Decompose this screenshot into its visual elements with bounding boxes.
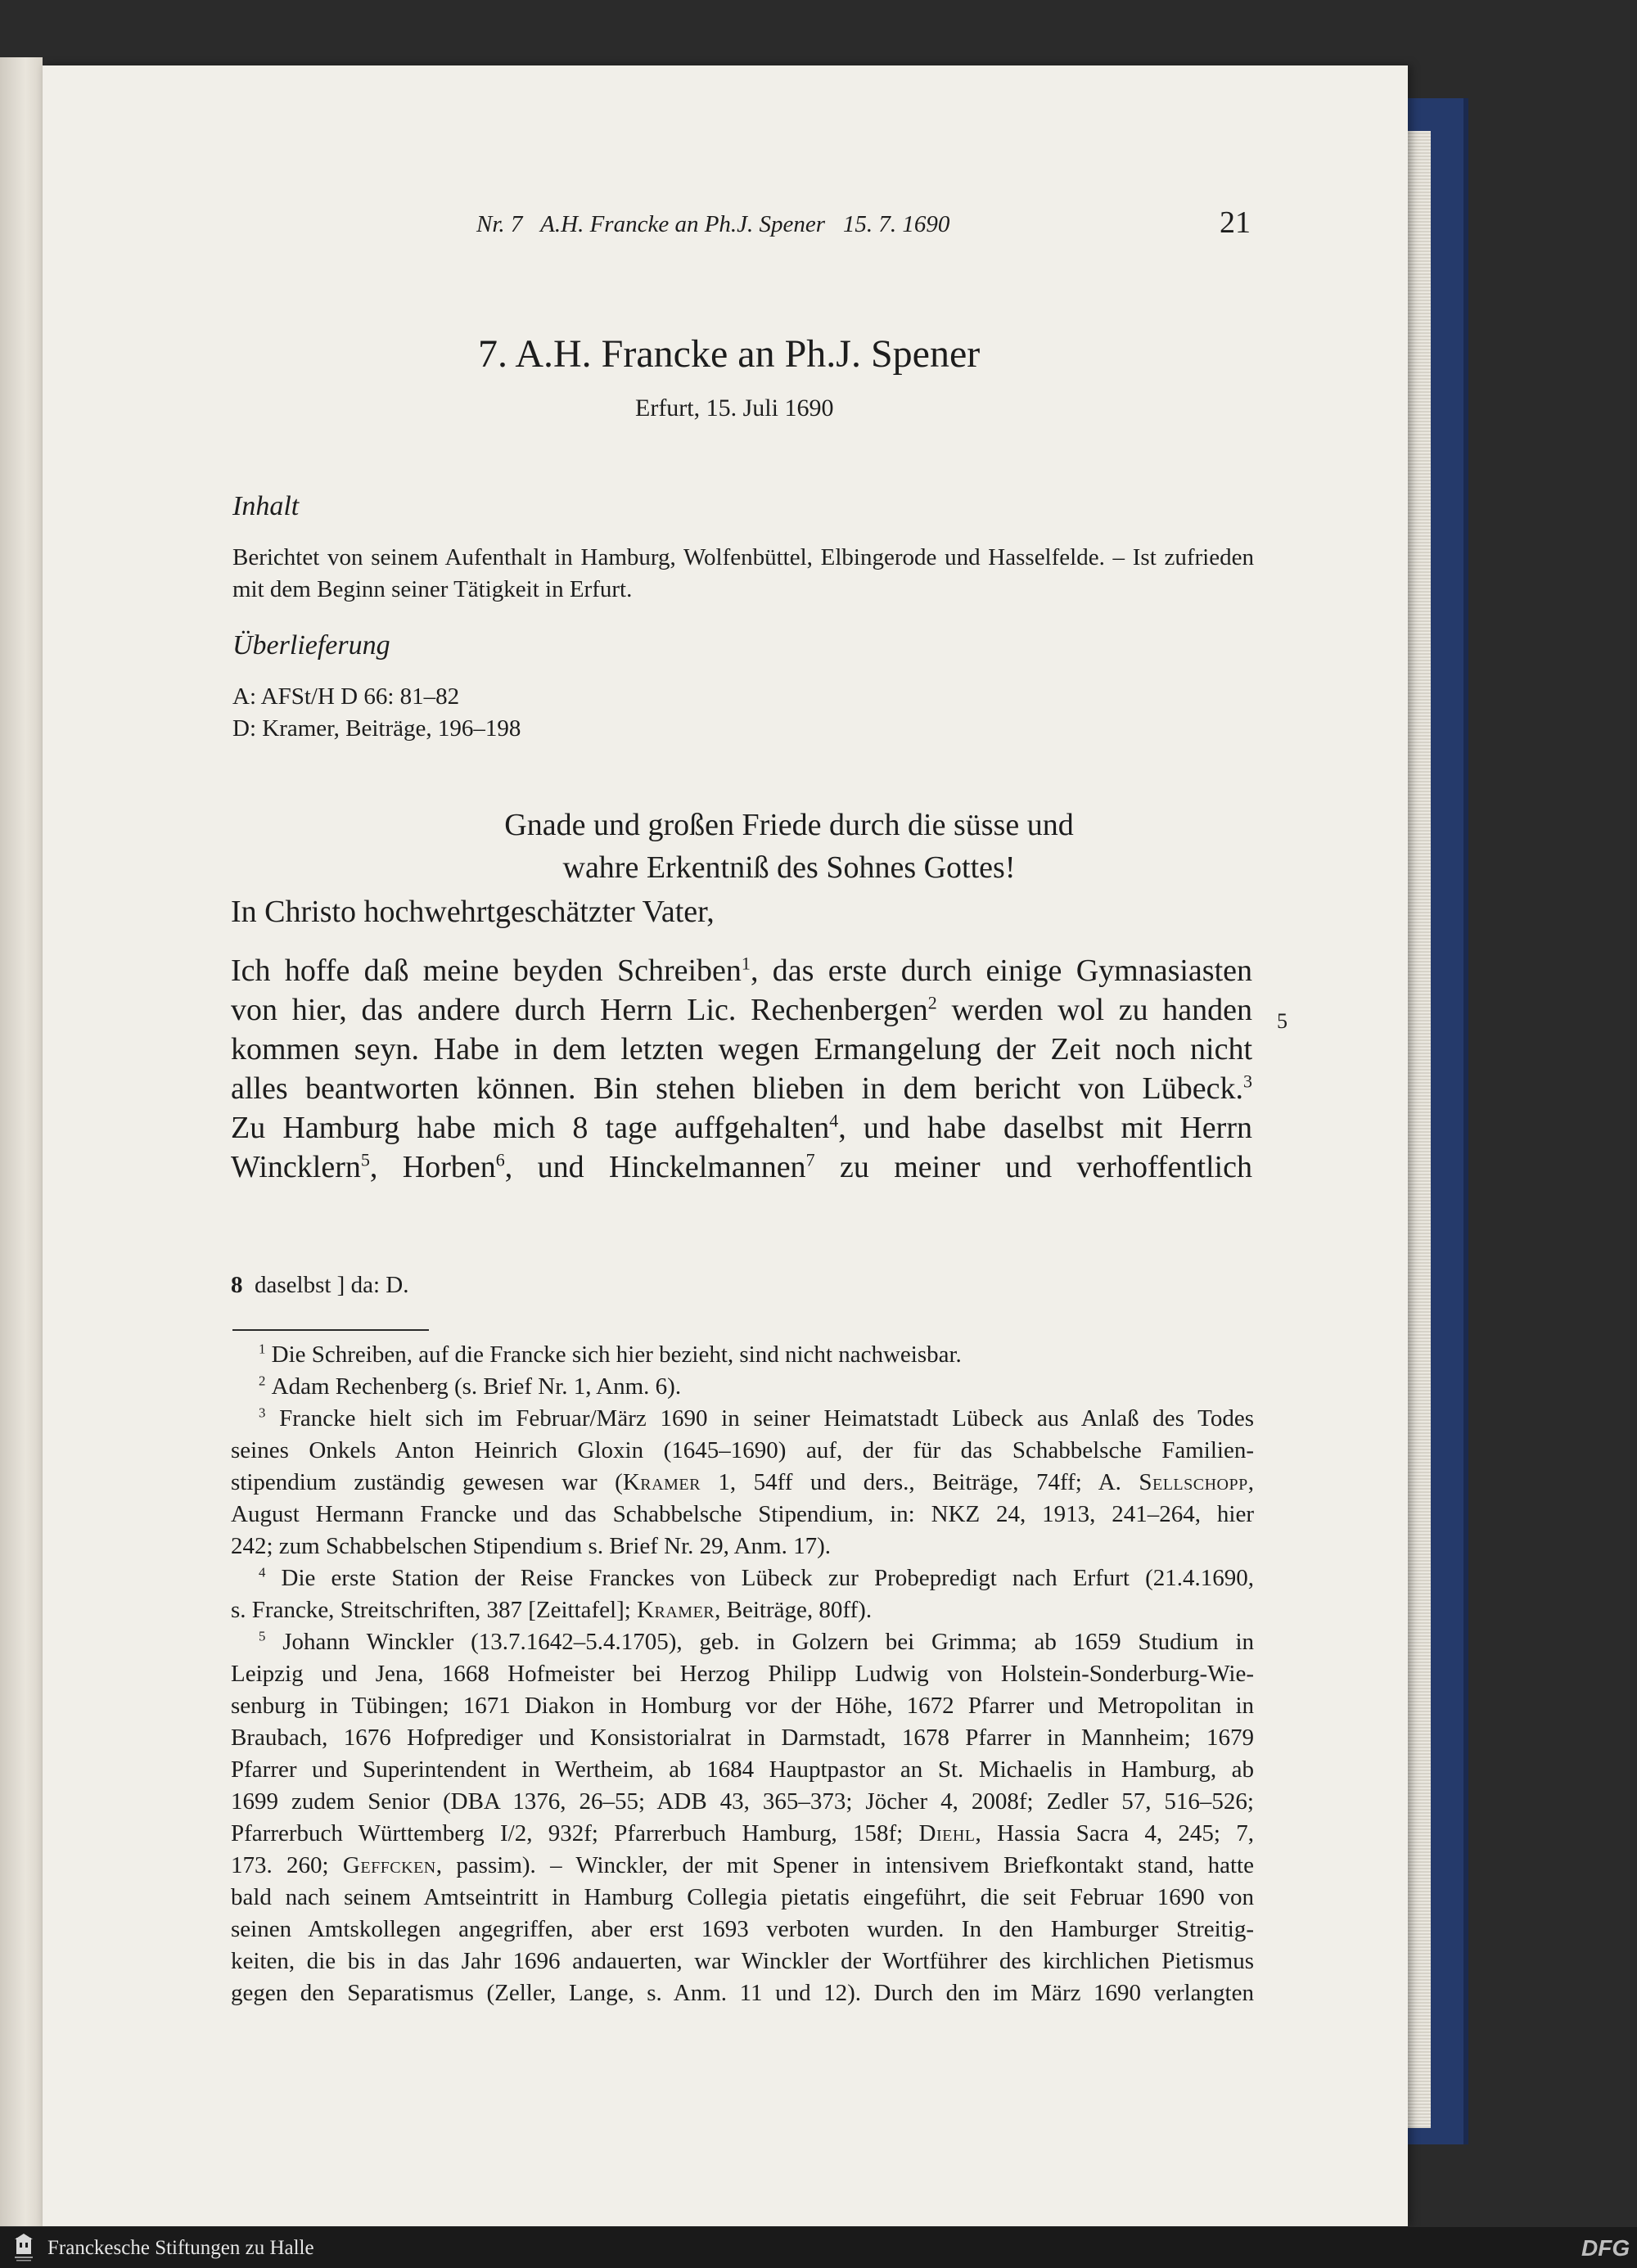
running-head-title: A.H. Francke an Ph.J. Spener <box>540 211 826 237</box>
footnote-marker: 4 <box>829 1110 839 1131</box>
footnote-3: $^3$ Francke hielt sich im Februar/März 1690 in seiner Heimatstadt Lübeck aus Anlaß des Todes seines Onkels Anton Heinrich Gloxin (1645–1690) auf, der für das Schabbelsche Familien- stipendium zuständig gewesen war (Kramer 1, 54ff und ders., Beiträge, 74ff; A. Sellschopp, August Hermann Francke und das Schabbelsche Stipendium, in: NKZ 24, 1913, 241–264, hier 242; zum Schabbelschen Stipendium s. Brief Nr. 29, Anm. 17). <box>231 1405 1255 1559</box>
left-page-edge <box>0 57 43 2226</box>
footnote-marker: 7 <box>805 1149 815 1170</box>
salutation-line: Gnade und großen Friede durch die süsse und <box>504 808 1074 842</box>
inhalt-heading: Inhalt <box>232 491 300 521</box>
critical-apparatus <box>231 1272 408 1299</box>
footer-institution: Franckesche Stiftungen zu Halle <box>47 2237 314 2259</box>
dfg-logo: DFG <box>1581 2235 1630 2261</box>
footnote-marker: 2 <box>927 992 937 1013</box>
letter-dateline: Erfurt, 15. Juli 1690 <box>635 395 834 422</box>
footnote-marker: 3 <box>1242 1071 1252 1092</box>
footnote-1: $^1$ Die Schreiben, auf die Francke sich hier bezieht, sind nicht nachweisbar. <box>259 1341 962 1368</box>
footnote-5: $^5$ Johann Winckler (13.7.1642–5.4.1705), geb. in Golzern bei Grimma; ab 1659 Studium in Leipzig und Jena, 1668 Hofmeister bei Herzog Philipp Ludwig von Holstein-Sonderburg-Wie- senburg in Tübingen; 1671 Diakon in Homburg vor der Höhe, 1672 Pfarrer und Metropolitan in Braubach, 1676 Hofprediger und Konsistorialrat in Darmstadt, 1678 Pfarrer in Mannheim; 1679 Pfarrer und Superintendent in Wertheim, ab 1684 Hauptpastor an St. Michaelis in Hamburg, ab 1699 zudem Senior (DBA 1376, 26–55; ADB 43, 365–373; Jöcher 4, 2008f; Zedler 57, 516–526; Pfarrerbuch Württemberg I/2, 932f; Pfarrerbuch Hamburg, 158f; Diehl, Hassia Sacra 4, 245; 7, 173. 260; Geffcken, passim). – Winckler, der mit Spener in intensivem Briefkontakt stand, hatte bald nach seinem Amtseintritt in Hamburg Collegia pietatis eingeführt, die seit Februar 1690 von seinen Amtskollegen angegriffen, aber erst 1693 verboten wurden. In den Hamburger Streitig- keiten, die bis in das Jahr 1696 andauerten, war Winckler der Wortführer des kirchlichen Pietismus gegen den Separatismus (Zeller, Lange, s. Anm. 11 und 12). Durch den im März 1690 verlangten <box>231 1628 1255 2006</box>
body-line: Ich hoffe daß meine beyden Schreiben$^1$, das erste durch einige Gymnasiasten <box>231 953 1252 988</box>
address-line: In Christo hochwehrtgeschätzter Vater, <box>231 895 715 929</box>
ueberlieferung-item: D: Kramer, Beiträge, 196–198 <box>232 715 521 742</box>
body-line: Zu Hamburg habe mich 8 tage auffgehalten$^4$, und habe daselbst mit Herrn <box>231 1110 1252 1145</box>
footnote-marker: 5 <box>360 1149 370 1170</box>
ueberlieferung-list <box>232 681 521 745</box>
body-line: Wincklern$^5$, Horben$^6$, und Hinckelmannen$^7$ zu meiner und verhoffentlich <box>231 1149 1252 1184</box>
page-stack <box>1406 131 1431 2128</box>
body-line: alles beantworten können. Bin stehen blieben in dem bericht von Lübeck.$^3$ <box>231 1071 1252 1106</box>
ueberlieferung-item: A: AFSt/H D 66: 81–82 <box>232 683 460 710</box>
footnote-4: $^4$ Die erste Station der Reise Franckes von Lübeck zur Probepredigt nach Erfurt (21.4.1690, s. Francke, Streitschriften, 387 [Zeittafel]; Kramer, Beiträge, 80ff). <box>231 1564 1254 1623</box>
body-line: von hier, das andere durch Herrn Lic. Rechenbergen$^2$ werden wol zu handen <box>231 992 1252 1027</box>
page-number: 21 <box>1220 205 1251 240</box>
salutation-line: wahre Erkentniß des Sohnes Gottes! <box>562 850 1016 885</box>
ueberlieferung-heading: Überlieferung <box>232 630 390 661</box>
footnotes <box>231 1339 1254 2009</box>
footnote-marker: 6 <box>495 1149 505 1170</box>
book-page <box>43 65 1408 2226</box>
apparatus-line-number: 8 <box>231 1272 243 1298</box>
salutation <box>370 804 1208 889</box>
footnote-marker: 1 <box>741 953 751 974</box>
body-line: kommen seyn. Habe in dem letzten wegen Ermangelung der Zeit noch nicht <box>231 1032 1252 1066</box>
footnote-2: $^2$ Adam Rechenberg (s. Brief Nr. 1, Anm. 6). <box>259 1373 682 1400</box>
running-head-date: 15. 7. 1690 <box>842 211 950 237</box>
institution-logo-icon <box>13 2233 34 2262</box>
line-number-marker: 5 <box>1277 1009 1288 1033</box>
letter-body <box>231 951 1252 1187</box>
apparatus-text: daselbst ] da: D. <box>255 1272 409 1298</box>
letter-title: 7. A.H. Francke an Ph.J. Spener <box>478 332 981 376</box>
running-head <box>476 211 949 238</box>
running-head-number: Nr. 7 <box>476 211 523 237</box>
footnote-rule <box>232 1329 429 1331</box>
inhalt-text: Berichtet von seinem Aufenthalt in Hamburg, Wolfenbüttel, Elbingerode und Hasselfelde. – Ist zufrieden mit dem Beginn seiner Tätigkeit in Erfurt. <box>232 544 1254 602</box>
